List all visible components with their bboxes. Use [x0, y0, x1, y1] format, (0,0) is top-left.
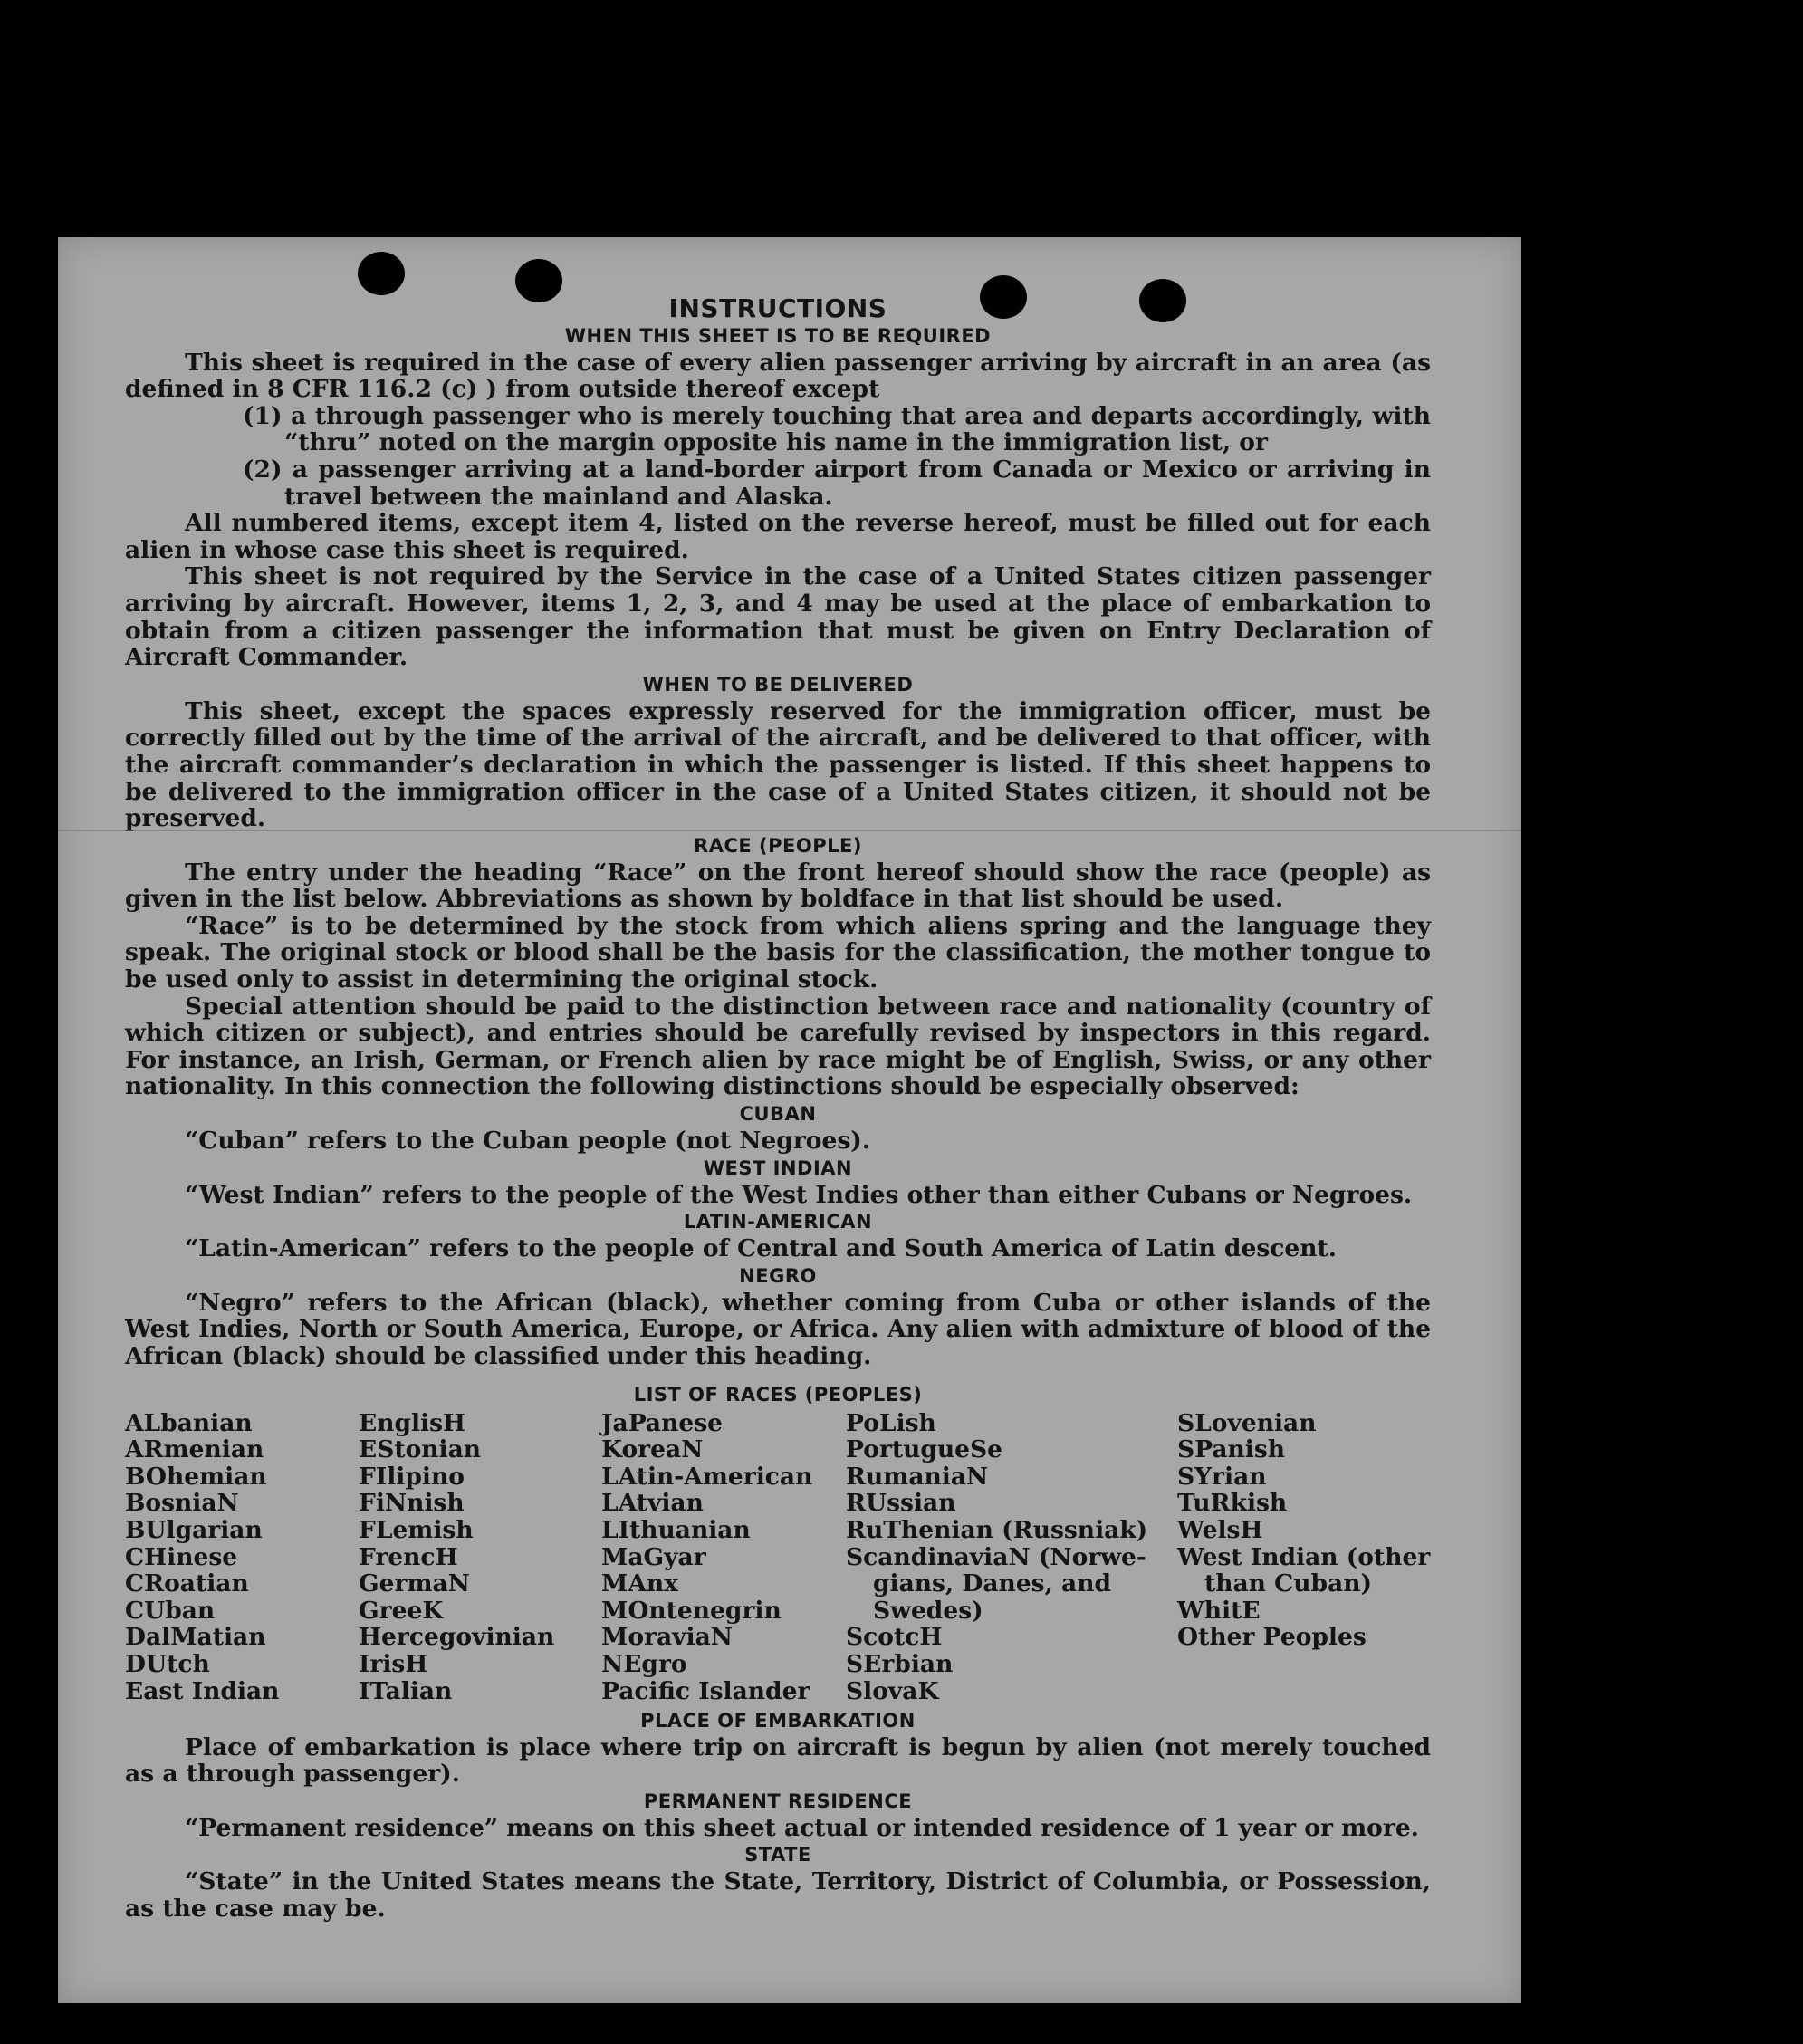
race-entry: BOhemian — [125, 1462, 267, 1491]
heading-cuban: CUBAN — [739, 1103, 817, 1126]
race-entry: SlovaK — [846, 1676, 939, 1705]
instructions-content — [125, 295, 1431, 1923]
race-entry: FLemish — [359, 1515, 474, 1544]
paragraph: “Latin-American” refers to the people of Central and South America of Latin descent. — [185, 1234, 1337, 1263]
race-entry: BUlgarian — [125, 1515, 263, 1544]
race-entry: than Cuban) — [1204, 1569, 1373, 1598]
race-entry: Pacific Islander — [601, 1676, 810, 1705]
race-entry: Swedes) — [873, 1596, 983, 1625]
race-entry: SPanish — [1177, 1435, 1286, 1464]
race-entry: ALbanian — [125, 1408, 253, 1437]
heading-west-indian: WEST INDIAN — [703, 1156, 853, 1179]
race-entry: LAtin-American — [601, 1462, 813, 1491]
race-entry: LIthuanian — [601, 1515, 751, 1544]
race-entry: ITalian — [359, 1676, 453, 1705]
race-entry: SLovenian — [1177, 1408, 1317, 1437]
race-entry: IrisH — [359, 1649, 428, 1678]
race-entry: WelsH — [1177, 1515, 1263, 1544]
paragraph: “Permanent residence” means on this sheet actual or intended residence of 1 year or more. — [185, 1813, 1419, 1842]
heading-race: RACE (PEOPLE) — [694, 834, 862, 857]
paragraph: The entry under the heading “Race” on the front hereof should show the race (people) as given in the list below. Abbreviations as shown by boldface in that list should be used. — [125, 858, 1431, 914]
race-entry: MOntenegrin — [601, 1596, 782, 1625]
race-entry: MaGyar — [601, 1542, 706, 1571]
list-item: (2) a passenger arriving at a land-border airport from Canada or Mexico or arriving in travel between the mainland and Alaska. — [243, 455, 1431, 511]
race-entry: CRoatian — [125, 1569, 249, 1598]
race-entry: SErbian — [846, 1649, 954, 1678]
heading-negro: NEGRO — [739, 1264, 817, 1287]
race-entry: Other Peoples — [1177, 1623, 1367, 1652]
heading-list-of-races: LIST OF RACES (PEOPLES) — [633, 1383, 923, 1406]
paragraph: All numbered items, except item 4, listed on the reverse hereof, must be filled out for each alien in whose case this sheet is required. — [125, 509, 1431, 564]
race-column — [601, 1410, 812, 1705]
race-entry: FIlipino — [359, 1462, 465, 1491]
list-item: (1) a through passenger who is merely touching that area and departs accordingly, with “thru” noted on the margin opposite his name in the immigration list, or — [243, 401, 1431, 457]
paragraph: Place of embarkation is place where trip on aircraft is begun by alien (not merely touched as a through passenger). — [125, 1732, 1431, 1789]
race-entry: West Indian (other — [1177, 1542, 1431, 1571]
heading-place-of-embarkation: PLACE OF EMBARKATION — [640, 1709, 916, 1732]
race-entry: gians, Danes, and — [873, 1569, 1112, 1598]
paragraph: Special attention should be paid to the distinction between race and nationality (country of which citizen or subject), and entries should be carefully revised by inspectors in this regard. For instance, an Irish, German, or French alien by race might be of English, Swiss, or any other nationality. In this connection the following distinctions should be especially observed: — [125, 992, 1431, 1101]
document-sheet — [58, 237, 1521, 2003]
race-entry: ScotcH — [846, 1623, 943, 1652]
race-entry: SYrian — [1177, 1462, 1267, 1491]
heading-state: STATE — [744, 1844, 811, 1866]
paragraph: This sheet is not required by the Service in the case of a United States citizen passenger arriving by aircraft. However, items 1, 2, 3, and 4 may be used at the place of embarkation to obtain from a citizen passenger the information that must be given on Entry Declaration of Aircraft Commander. — [125, 562, 1431, 672]
race-entry: LAtvian — [601, 1489, 704, 1518]
race-column — [125, 1410, 279, 1705]
race-entry: ARmenian — [125, 1435, 264, 1464]
race-entry: ScandinaviaN (Norwe- — [846, 1542, 1146, 1571]
paragraph: “West Indian” refers to the people of the West Indies other than either Cubans or Negroes. — [185, 1180, 1413, 1209]
race-entry: DUtch — [125, 1649, 210, 1678]
race-entry: EnglisH — [359, 1408, 466, 1437]
race-entry: MoraviaN — [601, 1623, 733, 1652]
race-entry: RuThenian (Russniak) — [846, 1515, 1148, 1544]
race-entry: CHinese — [125, 1542, 238, 1571]
race-entry: GreeK — [359, 1596, 444, 1625]
race-entry: RumaniaN — [846, 1462, 989, 1491]
race-entry: PoLish — [846, 1408, 936, 1437]
race-list — [125, 1410, 1431, 1707]
race-entry: EStonian — [359, 1435, 482, 1464]
paragraph: “Cuban” refers to the Cuban people (not Negroes). — [185, 1127, 870, 1156]
race-entry: East Indian — [125, 1676, 280, 1705]
race-entry: FrencH — [359, 1542, 458, 1571]
heading-when-required: WHEN THIS SHEET IS TO BE REQUIRED — [564, 324, 992, 347]
punch-hole — [358, 252, 405, 295]
paragraph: This sheet is required in the case of every alien passenger arriving by aircraft in an area (as defined in 8 CFR 116.2 (c) ) from outside thereof except — [125, 348, 1431, 404]
heading-when-delivered: WHEN TO BE DELIVERED — [642, 673, 914, 696]
paragraph: “Negro” refers to the African (black), whether coming from Cuba or other islands of the West Indies, North or South America, Europe, or Africa. Any alien with admixture of blood of the African (black) should be classified under this heading. — [125, 1288, 1431, 1370]
race-entry: FiNnish — [359, 1489, 465, 1518]
heading-latin-american: LATIN-AMERICAN — [683, 1211, 873, 1233]
race-entry: KoreaN — [601, 1435, 704, 1464]
race-entry: DalMatian — [125, 1623, 266, 1652]
race-entry: GermaN — [359, 1569, 470, 1598]
paragraph: “State” in the United States means the State, Territory, District of Columbia, or Possession, as the case may be. — [125, 1867, 1431, 1923]
race-entry: MAnx — [601, 1569, 678, 1598]
race-entry: JaPanese — [601, 1408, 724, 1437]
page-title: INSTRUCTIONS — [668, 293, 887, 323]
race-entry: RUssian — [846, 1489, 956, 1518]
race-entry: TuRkish — [1177, 1489, 1288, 1518]
race-entry: WhitE — [1177, 1596, 1261, 1625]
race-entry: BosniaN — [125, 1489, 239, 1518]
race-column — [1177, 1410, 1430, 1651]
race-entry: NEgro — [601, 1649, 687, 1678]
race-entry: PortugueSe — [846, 1435, 1003, 1464]
paragraph: This sheet, except the spaces expressly reserved for the immigration officer, must be correctly filled out by the time of the arrival of the aircraft, and be delivered to that officer, with the aircraft commander’s declaration in which the passenger is listed. If this sheet happens to be delivered to the immigration officer in the case of a United States citizen, it should not be preserved. — [125, 696, 1431, 833]
race-column — [846, 1410, 1147, 1705]
race-entry: Hercegovinian — [359, 1623, 555, 1652]
race-column — [359, 1410, 554, 1705]
paragraph: “Race” is to be determined by the stock from which aliens spring and the language they speak. The original stock or blood shall be the basis for the classification, the mother tongue to be used only to assist in determining the original stock. — [125, 911, 1431, 994]
race-entry: CUban — [125, 1596, 216, 1625]
heading-permanent-residence: PERMANENT RESIDENCE — [643, 1790, 913, 1812]
